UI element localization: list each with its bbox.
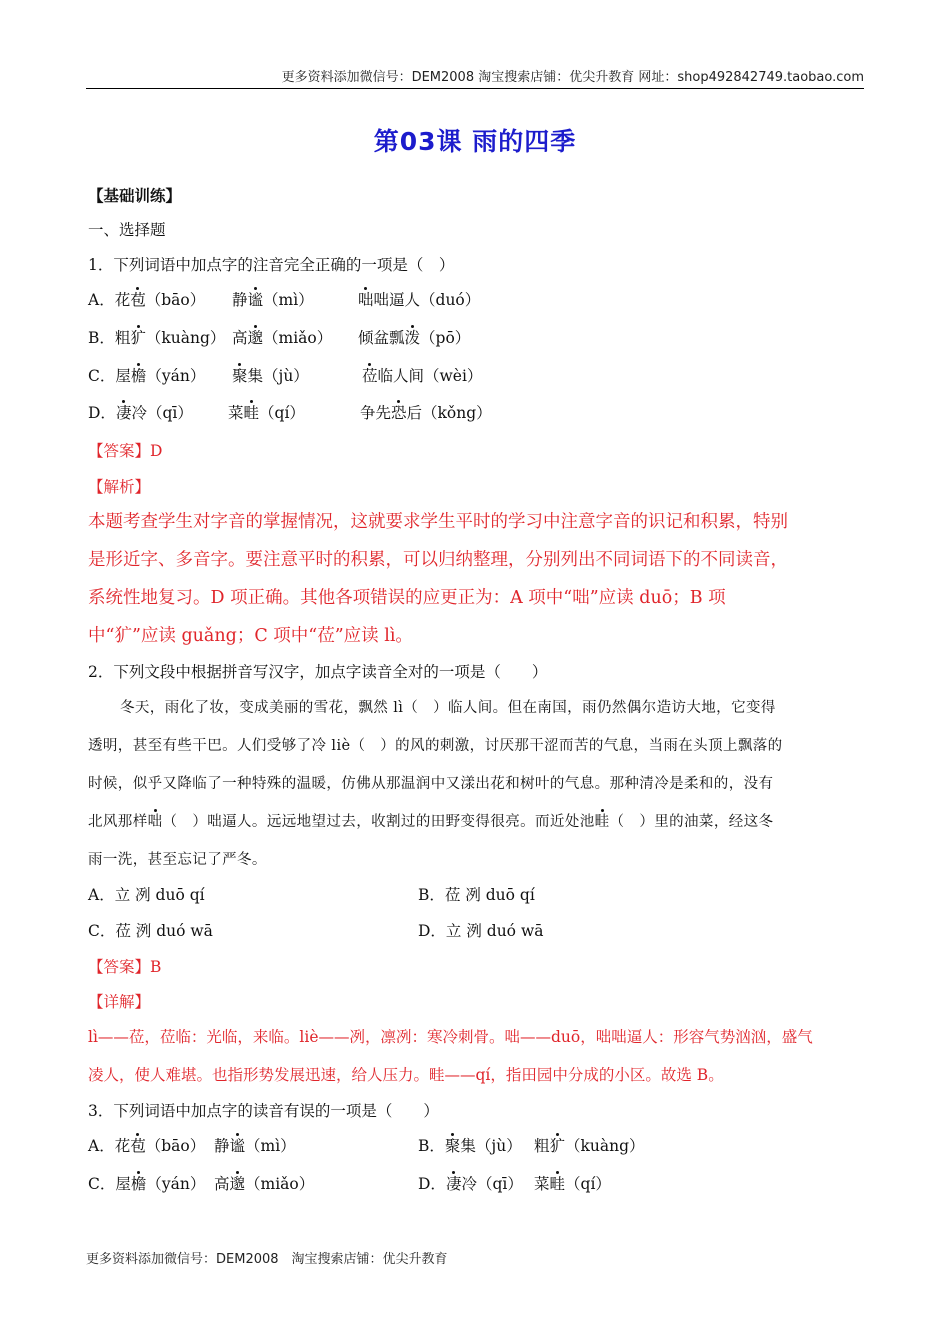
dotted-char: 邈 — [229, 1175, 246, 1193]
option-term: C．屋檐（yán） — [88, 367, 206, 385]
q2-passage-line: 雨一洗，甚至忘记了严冬。 — [88, 852, 267, 868]
dotted-char: 恐 — [391, 404, 407, 422]
option-term: A．花苞（bāo） — [88, 1137, 206, 1155]
dotted-char: 苞 — [130, 291, 146, 309]
dotted-char: 聚 — [444, 1137, 461, 1155]
option-term: C．屋檐（yán） — [88, 1175, 206, 1193]
option-term: 高邈（miǎo） — [232, 329, 333, 347]
section-heading: 【基础训练】 — [88, 186, 182, 205]
option-term: D．凄冷（qī） — [88, 404, 193, 422]
q1-analysis-line: 本题考查学生对字音的掌握情况，这就要求学生平时的学习中注意字音的识记和积累，特别 — [88, 512, 788, 532]
option-term: D．凄冷（qī） — [418, 1175, 523, 1193]
dotted-char: 邈 — [247, 329, 264, 347]
option-term: 静谧（mì） — [232, 291, 314, 309]
q2-passage-line: 透明，甚至有些干巴。人们受够了冷 liè（ ）的风的刺激，讨厌那干涩而苦的气息，当雨在头顶上飘落的 — [88, 738, 783, 754]
header-divider — [86, 88, 864, 89]
q1-analysis-line: 系统性地复习。D 项正确。其他各项错误的应更正为：A 项中“咄”应读 duō；B 项 — [88, 588, 726, 608]
dotted-char: 畦 — [549, 1175, 566, 1193]
page-title: 第03课 雨的四季 — [373, 127, 577, 156]
page-footer: 更多资料添加微信号：DEM2008 淘宝搜索店铺：优尖升教育 — [86, 1252, 448, 1267]
dotted-char: 咄 — [147, 814, 163, 830]
option-term: 菜畦（qí） — [228, 404, 305, 422]
q3-stem: 3．下列词语中加点字的读音有误的一项是（ ） — [88, 1102, 439, 1120]
dotted-char: 咄 — [358, 291, 374, 309]
dotted-char: 泼 — [404, 329, 421, 347]
q2-option-d: D．立 洌 duó wā — [418, 922, 544, 940]
dotted-char: 犷 — [130, 329, 146, 347]
q2-detail-line: 凌人，使人难堪。也指形势发展迅速，给人压力。畦——qí，指田园中分成的小区。故选 B。 — [88, 1066, 724, 1084]
dotted-char: 檐 — [130, 1175, 147, 1193]
q1-analysis-line: 中“犷”应读 guǎng；C 项中“莅”应读 lì。 — [88, 626, 413, 646]
option-term: 咄咄逼人（duó） — [358, 291, 481, 309]
option-term: 倾盆瓢泼（pō） — [358, 329, 471, 347]
q1-analysis-label: 【解析】 — [88, 478, 151, 496]
dotted-char: 凄 — [445, 1175, 462, 1193]
dotted-char: 苞 — [130, 1137, 146, 1155]
q2-detail-label: 【详解】 — [88, 993, 151, 1011]
part-heading: 一、选择题 — [88, 221, 166, 239]
q2-detail-line: lì——莅，莅临：光临，来临。liè——冽，凛冽：寒冷刺骨。咄——duō，咄咄逼人：形容气势汹汹，盛气 — [88, 1028, 813, 1046]
dotted-char: 谧 — [229, 1137, 246, 1155]
q2-answer: 【答案】B — [88, 958, 162, 976]
option-term: B．聚集（jù） — [418, 1137, 522, 1155]
dotted-char: 畦 — [594, 814, 610, 830]
option-term: 聚集（jù） — [232, 367, 309, 385]
q1-answer: 【答案】D — [88, 442, 163, 460]
q2-option-c: C．莅 洌 duó wā — [88, 922, 213, 940]
page-header: 更多资料添加微信号：DEM2008 淘宝搜索店铺：优尖升教育 网址：shop492842749.taobao.com — [281, 70, 864, 85]
q1-analysis-line: 是形近字、多音字。要注意平时的积累，可以归纳整理，分别列出不同词语下的不同读音， — [88, 550, 788, 570]
dotted-char: 檐 — [130, 367, 147, 385]
option-term: 粗犷（kuàng） — [534, 1137, 645, 1155]
option-term: B．粗犷（kuàng） — [88, 329, 226, 347]
dotted-char: 聚 — [232, 367, 248, 385]
dotted-char: 凄 — [115, 404, 132, 422]
q2-passage-line: 时候，似乎又降临了一种特殊的温暖，仿佛从那温润中又漾出花和树叶的气息。那种清冷是柔和的，没有 — [88, 776, 774, 792]
q2-option-b: B．莅 冽 duō qí — [418, 886, 535, 904]
q2-passage-line: 北风那样咄（ ）咄逼人。远远地望过去，收割过的田野变得很亮。而近处池畦（ ）里的油菜，经这冬 — [88, 814, 774, 830]
dotted-char: 谧 — [247, 291, 264, 309]
q2-stem: 2．下列文段中根据拼音写汉字，加点字读音全对的一项是（ ） — [88, 663, 548, 681]
dotted-char: 畦 — [243, 404, 260, 422]
option-term: 争先恐后（kǒng） — [360, 404, 492, 422]
option-term: 静谧（mì） — [214, 1137, 296, 1155]
q1-stem: 1．下列词语中加点字的注音完全正确的一项是（ ） — [88, 256, 455, 274]
dotted-char: 犷 — [549, 1137, 566, 1155]
q2-passage-line: 冬天，雨化了妆，变成美丽的雪花，飘然 lì（ ）临人间。但在南国，雨仍然偶尔造访大地，它变得 — [120, 700, 776, 716]
option-term: A．花苞（bāo） — [88, 291, 206, 309]
option-term: 莅临人间（wèi） — [362, 367, 483, 385]
dotted-char: 莅 — [362, 367, 378, 385]
option-term: 菜畦（qí） — [534, 1175, 611, 1193]
option-term: 高邈（miǎo） — [214, 1175, 315, 1193]
q2-option-a: A．立 冽 duō qí — [88, 886, 205, 904]
